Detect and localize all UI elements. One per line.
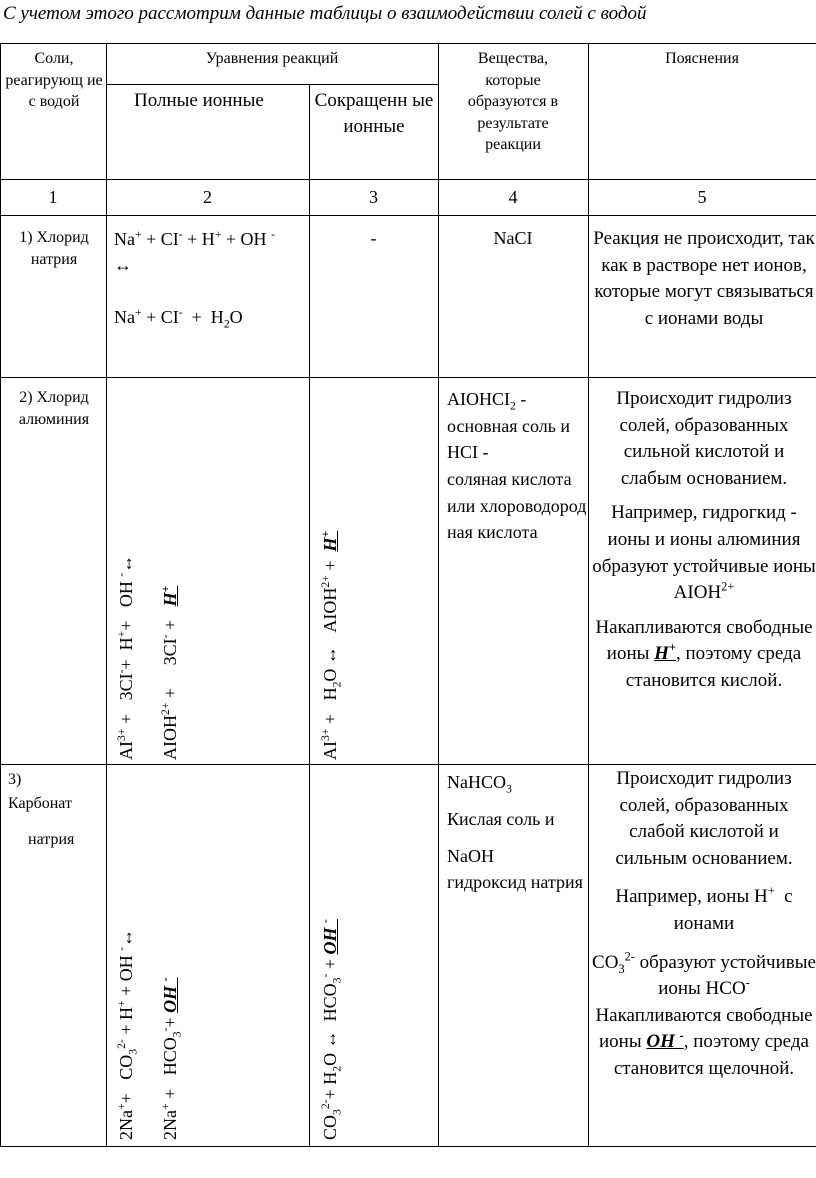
row1-bottom-line [0,377,816,378]
header-explanations: Пояснения [665,50,739,67]
row2-short-ionic: $AI^{3+} + H_2O$ ↔ $AIOH^{2+} + H^+$ [319,530,344,760]
col-number-4: 4 [508,187,518,207]
header-salts: Соли, реагирующ ие с водой [5,50,103,111]
row1-explanation: Реакция не происходит, так как в растворе нет ионов, которые могут связываться с ионами воды [593,228,815,329]
header-short-ionic: Сокращенн ые ионные [314,90,434,137]
row2-full-ionic-line1: $AI^{3+} + 3CI^-+ H^++$ OH -↔ [115,554,136,760]
row1-salt: 1) Хлорид натрия [19,229,89,268]
col-number-1: 1 [48,187,58,207]
numbers-bottom-line [0,215,816,216]
row3-substances: NaHCO$_3$ Кислая соль и NaOH гидроксид натрия [447,772,583,892]
table-border-bottom [0,1146,816,1147]
col-number-3: 3 [369,187,378,207]
row2-substances: $AIOHCI_2$ - основная соль и HCI - соляная кислота или хлороводород ная кислота [447,389,587,543]
col-number-5: 5 [697,187,707,207]
row3-explanation: Происходит гидролиз солей, образованных слабой кислотой и сильным основанием. Например, ионы H+ с ионами $CO_3^{2-}$ образуют устойчивые ионы HCO- Накапливаются свободные ионы OH -, поэтому среда становится щелочной. [592,768,816,1079]
row3-full-ionic-line2: $2Na^+ + HCO_3^-+$ OH - [159,977,184,1140]
header-split-line [106,84,438,85]
header-substances: Вещества, которые образуются в результате реакции [467,50,559,154]
row1-short-ionic: - [370,228,377,248]
table-border-top [0,43,816,44]
row2-bottom-line [0,764,816,765]
row2-salt: 2) Хлорид алюминия [18,389,90,428]
row2-explanation: Происходит гидролиз солей, образованных сильной кислотой и слабым основанием. Например, гидрогкид - ионы и ионы алюминия образуют устойчивые ионы $AIOH^{2+}$ Накапливаются свободные ионы H+, поэтому среда становится кислой. [592,388,816,691]
header-equations: Уравнения реакций [205,50,339,67]
row3-full-ionic-line1: $2Na^++ CO_3^{2-} + H^+$ + OH -↔ [115,928,140,1140]
row2-full-ionic-line2: $AIOH^{2+}$ + 3CI- + H+ [159,585,180,760]
page-heading: С учетом этого рассмотрим данные таблицы о взаимодействии солей с водой [3,3,647,24]
header-full-ionic: Полные ионные [134,90,264,111]
header-bottom-line [0,179,816,180]
row3-short-ionic: $CO_3^{2-}+ H_2O$ ↔ $HCO_3^-$ + OH - [319,919,344,1140]
row1-substances: NaCI [493,228,533,248]
row3-salt: 3) Карбонат натрия [8,771,75,848]
col-number-2: 2 [203,187,212,207]
row1-full-ionic-equation: Na+ + CI- + H+ + OH - ↔ $Na^+ + CI^- + H_2O$ [114,228,275,331]
